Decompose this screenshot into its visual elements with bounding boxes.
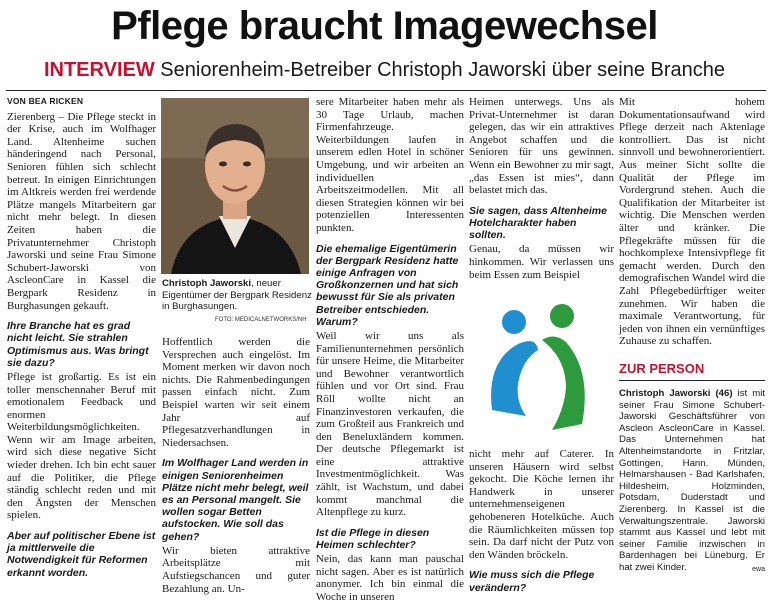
question: Ist die Pflege in diesen Heimen schlechter? — [316, 526, 430, 552]
answer: nicht mehr auf Caterer. In unseren Häusern wird selbst gekocht. Die Köche lernen ihr Handwerk in unserer unternehmenseigenen gehobeneren Hotelküche. Auch die Räumlichkeiten müssen top sein. Da darf nicht der Putz von den Wänden bröckeln. — [469, 448, 614, 561]
answer: Pflege ist großartig. Es ist ein toller menschennaher Beruf mit emotionalem Feedback und enormen Weiterbildungsmöglichkeiten. Wenn wir am Image arbeiten, wird sich diese negative Sicht wieder drehen. Ich bin echt sauer auf die Politiker, die Pflege ständig schlecht reden und mit den Ängsten der Menschen spielen. — [7, 370, 156, 522]
column-3 — [316, 96, 464, 604]
person-name: Christoph Jaworski (46) — [619, 388, 733, 399]
answer: Genau, da müssen wir hinkommen. Wir verlassen uns beim Essen zum Beispiel — [469, 243, 614, 281]
column-5 — [619, 96, 765, 356]
answer: Wir bieten attraktive Arbeitsplätze mit Aufstiegschancen und guter Bezahlung an. Un- — [162, 544, 310, 595]
caption-text: , neuer Eigentümer der Bergpark Residenz in Burghasungen. — [162, 278, 312, 313]
answer: Nein, das kann man pauschal nicht sagen. Aber es ist natürlich anonymer. Ich bin einmal die Woche in unseren — [316, 553, 464, 604]
question: Die ehemalige Eigentümerin der Bergpark Residenz hatte einige Anfragen von Großkonzernen und hat sich bewusst für Sie als privaten Betreiber entschieden. Warum? — [316, 242, 459, 328]
intro-paragraph: Zierenberg – Die Pflege steckt in der Krise, auch im Wolfhager Land. Altenheime suchen händeringend nach Personal, Senioren fühlen sich schlecht betreut. In einigen Einrichtungen im Altkreis werden frei werdende Plätze mangels Mitarbeitern gar nicht mehr belegt. In diesen Zeiten haben die Privatunternehmer Christoph Jaworski und seine Frau Simone Schubert-Jaworski von AscleonCare in Kassel die Bergpark Residenz in Burghasungen gekauft. — [7, 110, 156, 312]
answer: Weil wir uns als Familienunternehmen persönlich für unsere Heime, die Mitarbeiter und Bewohner verantwortlich fühlen und vor Ort sind. Frau Röll wollte nicht an Finanzinvestoren verkaufen, die zum Großteil aus Frankreich und den Beneluxländern kommen. Der deutsche Pflegemarkt ist eine attraktive Investmentmöglichkeit. Was zählt, ist Wachstum, und dabei kommt manchmal die Altenpflege zu kurz. — [316, 329, 464, 519]
photo-caption — [162, 278, 312, 313]
question: Aber auf politischer Ebene ist ja mittlerweile die Notwendigkeit für Reformen erkannt worden. — [7, 530, 156, 579]
caption-name: Christoph Jaworski — [162, 278, 252, 289]
answer: sere Mitarbeiter haben mehr als 30 Tage Urlaub, machen Firmenfahrzeuge. Weiterbildungen laufen in unserem edlen Hotel in schöner Umgebung, und wir arbeiten an individuellen Arbeitszeitmodellen. Mit all diesen Strategien können wir bei potenziellen Interessenten punkten. — [316, 96, 464, 234]
zur-person-box — [619, 388, 765, 576]
author-tag: ewa — [752, 565, 765, 573]
subheadline — [0, 58, 769, 82]
question: Sie sagen, dass Altenheime Hotelcharakter haben sollten. — [469, 204, 607, 242]
person-text: ist mit seiner Frau Simone Schubert-Jaworski Geschäftsführer von Ascleon AscleonCare in Kassel. Das Unternehmen hat Altenheimstandorte in Fritzlar, Gottingen, Hann. Münden, Helmarshausen - Bad Karlshafen, Hildesheim, Holzminden, Potsdam, Duderstadt und Zierenberg. In Kassel ist die Verwaltungszentrale. Jaworski stammt aus Kassel und lebt mit seiner Familie inzwischen in Bardenhagen bei Lüneburg. Er hat zwei Kinder. — [619, 388, 765, 573]
portrait-photo — [161, 98, 309, 274]
question: Ihre Branche hat es grad nicht leicht. Sie strahlen Optimismus aus. Was bringt sie dazu? — [7, 320, 149, 369]
zur-person-heading: ZUR PERSON — [619, 361, 765, 381]
top-rule — [6, 90, 766, 91]
subheadline-text: Seniorenheim-Betreiber Christoph Jaworski über seine Branche — [160, 59, 726, 81]
answer: Heimen unterwegs. Uns als Privat-Unternehmer ist daran gelegen, das wir ein attraktives Angebot schaffen und die Senioren für uns gewinnen. Wenn ein Bewohner zu mir sagt, „das Essen ist mies“, dann belastet mich das. — [469, 96, 614, 197]
column-1 — [7, 95, 156, 595]
headline: Pflege braucht Imagewechsel — [111, 4, 658, 48]
portrait-illustration — [161, 98, 309, 274]
photo-credit: FOTO: MEDICALNETWORKS/NH — [215, 317, 307, 323]
question: Im Wolfhager Land werden in einigen Seniorenheimen Plätze nicht mehr belegt, weil es an Personal mangelt. Sie wollen sogar Betten aufstocken. Wie soll das gehen? — [162, 457, 309, 543]
answer: Mit hohem Dokumentationsaufwand wird Pflege derzeit nach Aktenlage kontrolliert. Das ist nicht sinnvoll und bewohnerorientiert. Aus meiner Sicht sollte die Qualität der Pflege im Vordergrund stehen. Auch die Qualifikation der Mitarbeiter ist wichtig. Die Menschen werden älter und kränker. Die Pflegekräfte müssen für die hochkomplexe Intensivpflege fit gemacht werden. Durch den demografischen Wandel wird die Zahl Pflegebedürftiger weiter zunehmen. Wir haben die maximale Verantwortung, für jeden von ihnen ein vernünftiges Zuhause zu schaffen. — [619, 96, 765, 348]
question: Wie muss sich die Pflege verändern? — [469, 569, 595, 594]
column-4-lower — [469, 448, 614, 598]
answer: Hoffentlich werden die Versprechen auch eingelöst. Im Moment merken wir davon noch nichts. Die Rahmenbedingungen passen einfach nicht. Zum Beispiel warten wir seit einem Jahr auf Pflegesatzverhandlungen in Niedersachsen. — [162, 336, 310, 449]
column-2 — [162, 336, 310, 598]
ascleon-logo — [478, 292, 596, 442]
kicker: INTERVIEW — [43, 59, 155, 81]
byline: VON BEA RICKEN — [7, 96, 84, 106]
column-4-upper — [469, 96, 614, 288]
